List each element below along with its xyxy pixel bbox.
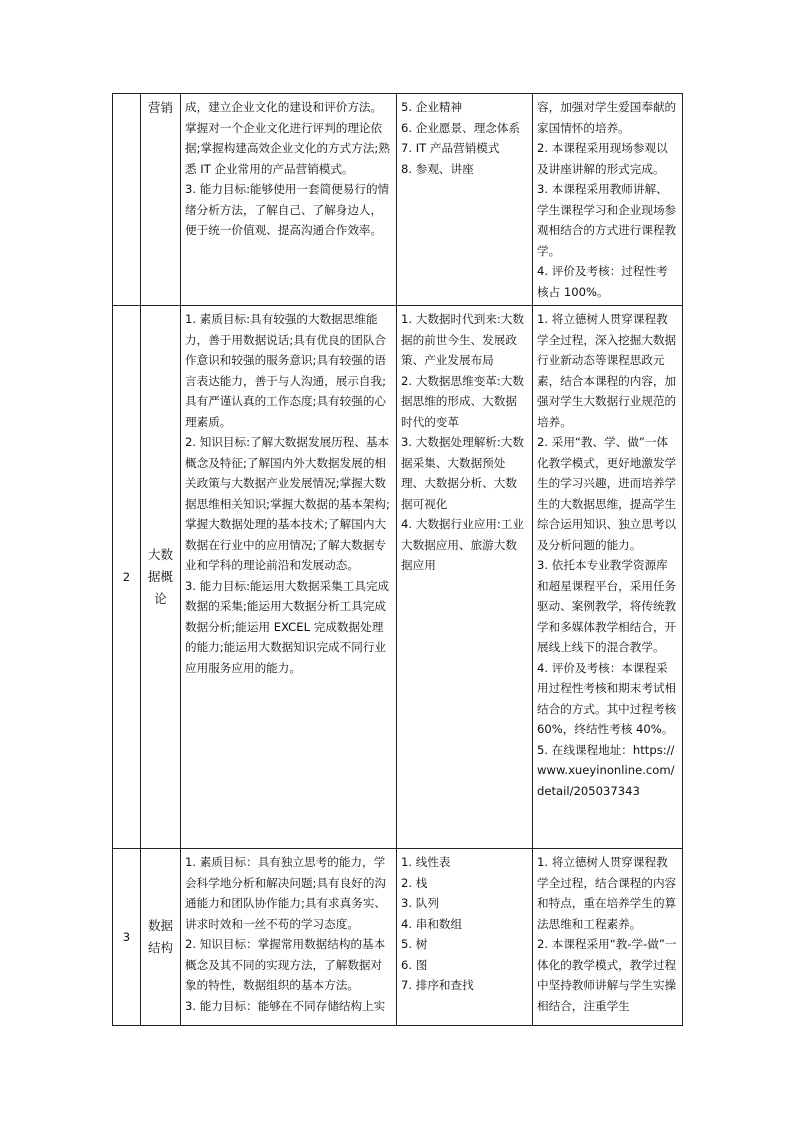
content-cell bbox=[397, 306, 533, 849]
content-cell bbox=[397, 849, 533, 1026]
row-number-cell: 2 bbox=[113, 306, 141, 849]
requirement-item: 4. 评价及考核：过程性考核占 100%。 bbox=[537, 264, 668, 299]
objective-item: 3. 能力目标:能够使用一套简便易行的情绪分析方法，了解自己、了解身边人，便于统一价值观、提高沟通合作效率。 bbox=[185, 182, 390, 237]
content-item: 1. 大数据时代到来:大数据的前世今生、发展政策、产业发展布局 bbox=[401, 312, 524, 367]
requirement-item: 3. 依托本专业教学资源库和超星课程平台，采用任务驱动、案例教学，将传统教学和多媒体教学相结合，开展线上线下的混合教学。 bbox=[537, 558, 677, 654]
requirement-item: 容，加强对学生爱国奉献的家国情怀的培养。 bbox=[537, 100, 677, 135]
requirement-item: 4. 评价及考核：本课程采用过程性考核和期末考试相结合的方式。其中过程考核 60%，终结性考核 40%。 bbox=[537, 660, 677, 736]
objective-item: 3. 能力目标:能运用大数据采集工具完成数据的采集;能运用大数据分析工具完成数据分析;能运用 EXCEL 完成数据处理的能力;能运用大数据知识完成不同行业应用服务应用的能力。 bbox=[185, 578, 390, 675]
content-item: 7. IT 产品营销模式 bbox=[401, 141, 500, 155]
content-item: 5. 树 bbox=[401, 937, 428, 951]
row-number-cell: 3 bbox=[113, 849, 141, 1026]
requirements-cell bbox=[533, 849, 683, 1026]
table-row bbox=[113, 94, 683, 306]
content-item: 2. 栈 bbox=[401, 875, 428, 890]
content-item: 6. 图 bbox=[401, 957, 428, 972]
content-item: 2. 大数据思维变革:大数据思维的形成、大数据时代的变革 bbox=[401, 373, 524, 429]
objective-item: 2. 知识目标:了解大数据发展历程、基本概念及特征;了解国内外大数据发展的相关政策与大数据产业发展情况;掌握大数据思维相关知识;掌握大数据的基本架构; 掌握大数据处理的基本技术;了解国内大数据在行业中的应用情况;了解大数据专业和学科的理论前沿和发展动态。 bbox=[185, 435, 390, 572]
curriculum-table bbox=[112, 93, 683, 1026]
table-row bbox=[113, 306, 683, 849]
row-number-cell bbox=[113, 94, 141, 306]
content-cell bbox=[397, 94, 533, 306]
content-item: 5. 企业精神 bbox=[401, 100, 463, 114]
content-item: 1. 线性表 bbox=[401, 855, 451, 869]
content-item: 8. 参观、讲座 bbox=[401, 161, 474, 176]
requirements-cell bbox=[533, 306, 683, 849]
objectives-cell bbox=[181, 306, 397, 849]
content-item: 4. 串和数组 bbox=[401, 916, 463, 931]
course-url-link[interactable]: 5. 在线课程地址：https://www.xueyinonline.com/detail/205037343 bbox=[537, 742, 675, 798]
course-name-cell: 大数据概论 bbox=[141, 306, 181, 849]
objective-item: 1. 素质目标:具有较强的大数据思维能力，善于用数据说话;具有优良的团队合作意识和较强的服务意识;具有较强的语言表达能力，善于与人沟通，展示自我;具有严谨认真的工作态度;具有较强的心理素质。 bbox=[185, 312, 387, 429]
objectives-cell bbox=[181, 849, 397, 1026]
requirement-item: 2. 本课程采用“教-学-做”一体化的教学模式，教学过程中坚持教师讲解与学生实操相结合，注重学生 bbox=[537, 937, 677, 1013]
objective-item: 成，建立企业文化的建设和评价方法。掌握对一个企业文化进行评判的理论依据;掌握构建高效企业文化的方式方法;熟悉 IT 企业常用的产品营销模式。 bbox=[185, 100, 390, 176]
objectives-cell bbox=[181, 94, 397, 306]
course-name-cell: 数据结构 bbox=[141, 849, 181, 1026]
content-item: 4. 大数据行业应用:工业大数据应用、旅游大数据应用 bbox=[401, 517, 524, 572]
content-item: 3. 大数据处理解析:大数据采集、大数据预处理、大数据分析、大数据可视化 bbox=[401, 435, 524, 511]
content-item: 7. 排序和查找 bbox=[401, 978, 474, 992]
requirement-item: 3. 本课程采用教师讲解、学生课程学习和企业现场参观相结合的方式进行课程教学。 bbox=[537, 182, 677, 258]
requirement-item: 1. 将立德树人贯穿课程教学全过程，深入挖掘大数据行业新动态等课程思政元素，结合本课程的内容，加强对学生大数据行业规范的培养。 bbox=[537, 312, 677, 429]
requirement-item: 1. 将立德树人贯穿课程教学全过程，结合课程的内容和特点，重在培养学生的算法思维和工程素养。 bbox=[537, 855, 677, 931]
course-name-cell: 营销 bbox=[141, 94, 181, 306]
requirements-cell bbox=[533, 94, 683, 306]
content-item: 6. 企业愿景、理念体系 bbox=[401, 120, 521, 135]
table-row bbox=[113, 849, 683, 1026]
objective-item: 2. 知识目标：掌握常用数据结构的基本概念及其不同的实现方法，了解数据对象的特性，数据组织的基本方法。 bbox=[185, 937, 386, 992]
requirement-item: 2. 本课程采用现场参观以及讲座讲解的形式完成。 bbox=[537, 141, 668, 176]
content-item: 3. 队列 bbox=[401, 896, 439, 910]
objective-item: 3. 能力目标：能够在不同存储结构上实 bbox=[185, 998, 386, 1013]
requirement-item: 2. 采用“教、学、做”一体化教学模式，更好地激发学生的学习兴趣，进而培养学生的大数据思维，提高学生综合运用知识、独立思考以及分析问题的能力。 bbox=[537, 435, 677, 552]
objective-item: 1. 素质目标：具有独立思考的能力，学会科学地分析和解决问题;具有良好的沟通能力和团队协作能力;具有求真务实、讲求时效和一丝不苟的学习态度。 bbox=[185, 855, 387, 931]
